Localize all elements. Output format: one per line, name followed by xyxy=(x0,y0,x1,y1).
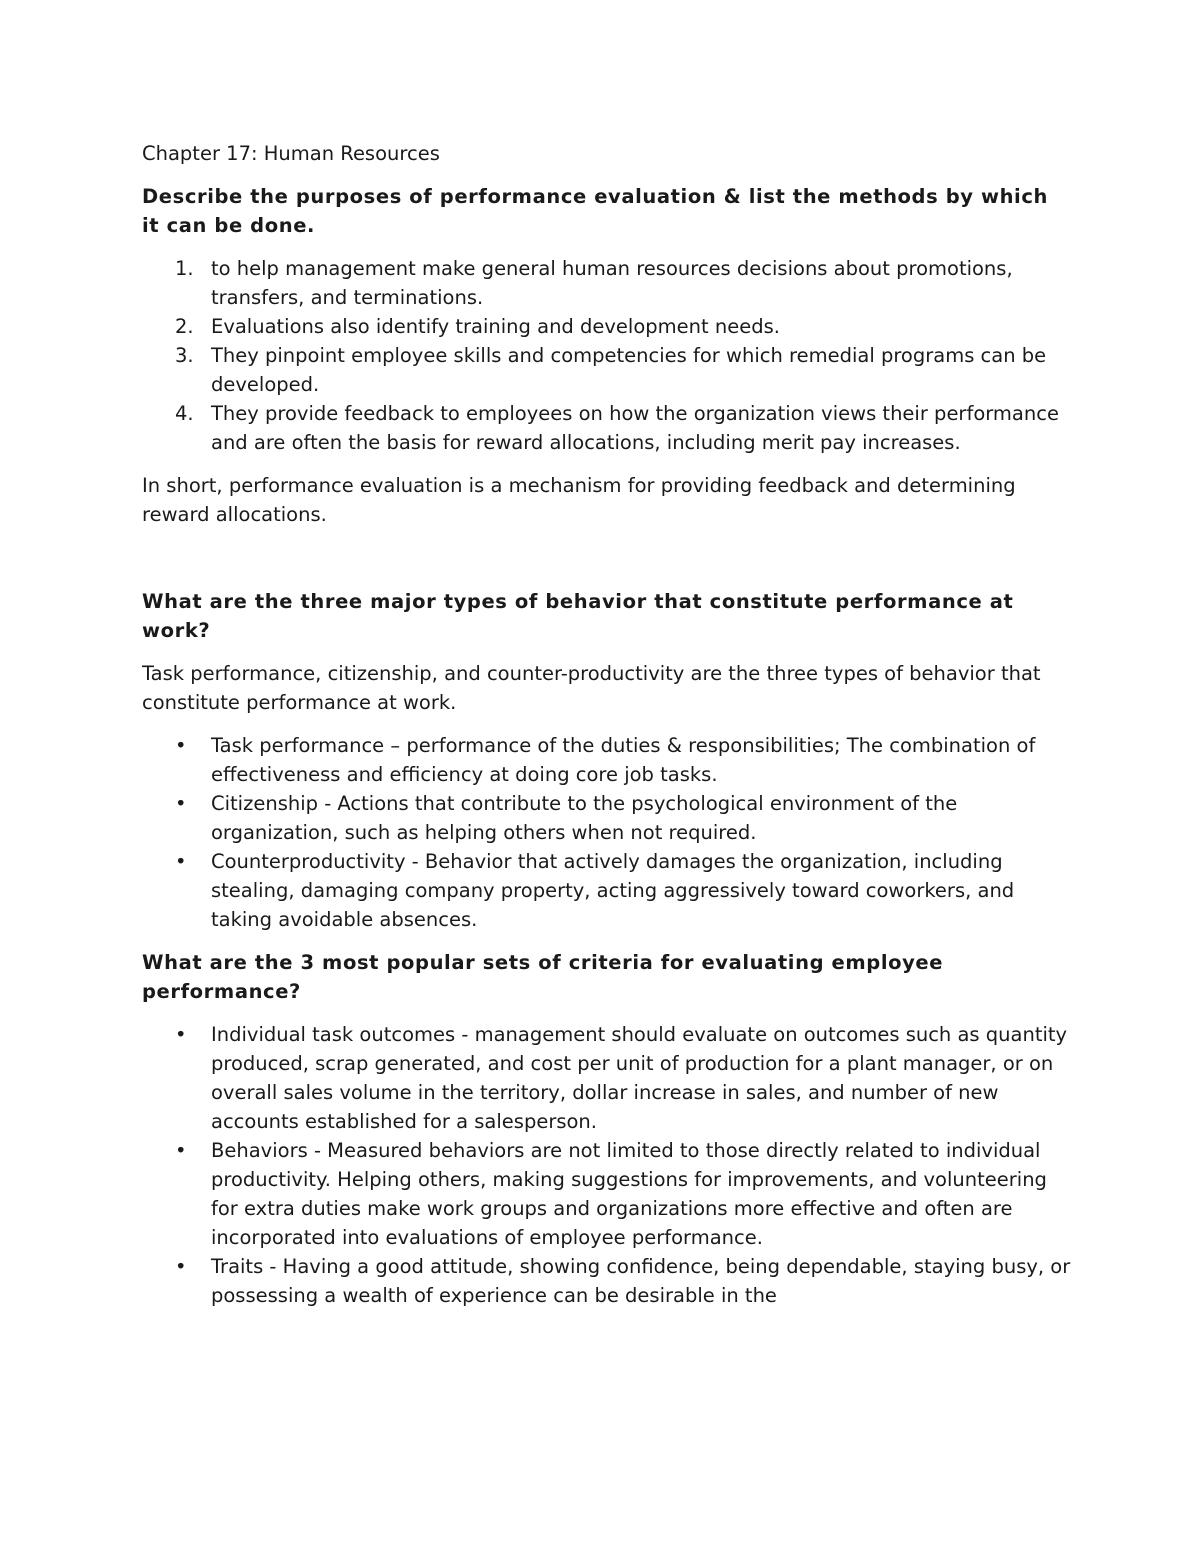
list-item xyxy=(142,847,1072,934)
list-item-text: Individual task outcomes - management should evaluate on outcomes such as quantity produced, scrap generated, and cost per unit of production for a plant manager, or on overall sales volume in the territory, dollar increase in sales, and number of new accounts established for a salesperson. xyxy=(211,1023,1068,1133)
list-item xyxy=(142,312,1072,341)
document-page xyxy=(142,139,1072,1324)
list-item-text: to help management make general human resources decisions about promotions, transfers, and terminations. xyxy=(211,257,1013,309)
section1-summary: In short, performance evaluation is a mechanism for providing feedback and determining reward allocations. xyxy=(142,474,1016,526)
bullet-icon: • xyxy=(175,734,187,757)
section1-question: Describe the purposes of performance evaluation & list the methods by which it can be done. xyxy=(142,185,1048,237)
section2-question: What are the three major types of behavior that constitute performance at work? xyxy=(142,590,1014,642)
list-item-text: Task performance – performance of the duties & responsibilities; The combination of effectiveness and efficiency at doing core job tasks. xyxy=(211,734,1036,786)
list-item-text: Counterproductivity - Behavior that actively damages the organization, including stealing, damaging company property, acting aggressively toward coworkers, and taking avoidable absences. xyxy=(211,850,1015,931)
bullet-icon: • xyxy=(175,850,187,873)
list-number: 4. xyxy=(175,402,194,425)
list-item xyxy=(142,731,1072,789)
list-item-text: They provide feedback to employees on how the organization views their performance and are often the basis for reward allocations, including merit pay increases. xyxy=(211,402,1059,454)
list-number: 2. xyxy=(175,315,194,338)
list-item-text: Behaviors - Measured behaviors are not limited to those directly related to individual productivity. Helping others, making suggestions for improvements, and volunteering for extra duties make work groups and organizations more effective and often are incorporated into evaluations of employee performance. xyxy=(211,1139,1047,1249)
purposes-list xyxy=(142,254,1072,457)
list-item xyxy=(142,1252,1072,1310)
list-item-text: Traits - Having a good attitude, showing confidence, being dependable, staying busy, or possessing a wealth of experience can be desirable in the xyxy=(211,1255,1071,1307)
list-item xyxy=(142,399,1072,457)
bullet-icon: • xyxy=(175,1023,187,1046)
list-item xyxy=(142,1136,1072,1252)
criteria-list xyxy=(142,1020,1072,1310)
section2-intro: Task performance, citizenship, and counter-productivity are the three types of behavior that constitute performance at work. xyxy=(142,662,1041,714)
list-item-text: Citizenship - Actions that contribute to the psychological environment of the organization, such as helping others when not required. xyxy=(211,792,958,844)
bullet-icon: • xyxy=(175,792,187,815)
list-item-text: They pinpoint employee skills and competencies for which remedial programs can be developed. xyxy=(211,344,1047,396)
section3-question: What are the 3 most popular sets of criteria for evaluating employee performance? xyxy=(142,951,944,1003)
list-item xyxy=(142,789,1072,847)
chapter-title: Chapter 17: Human Resources xyxy=(142,142,440,165)
list-number: 1. xyxy=(175,257,194,280)
bullet-icon: • xyxy=(175,1255,187,1278)
bullet-icon: • xyxy=(175,1139,187,1162)
list-item-text: Evaluations also identify training and development needs. xyxy=(211,315,780,338)
list-item xyxy=(142,254,1072,312)
list-item xyxy=(142,341,1072,399)
blank-line xyxy=(142,543,1072,587)
behavior-types-list xyxy=(142,731,1072,934)
list-item xyxy=(142,1020,1072,1136)
list-number: 3. xyxy=(175,344,194,367)
